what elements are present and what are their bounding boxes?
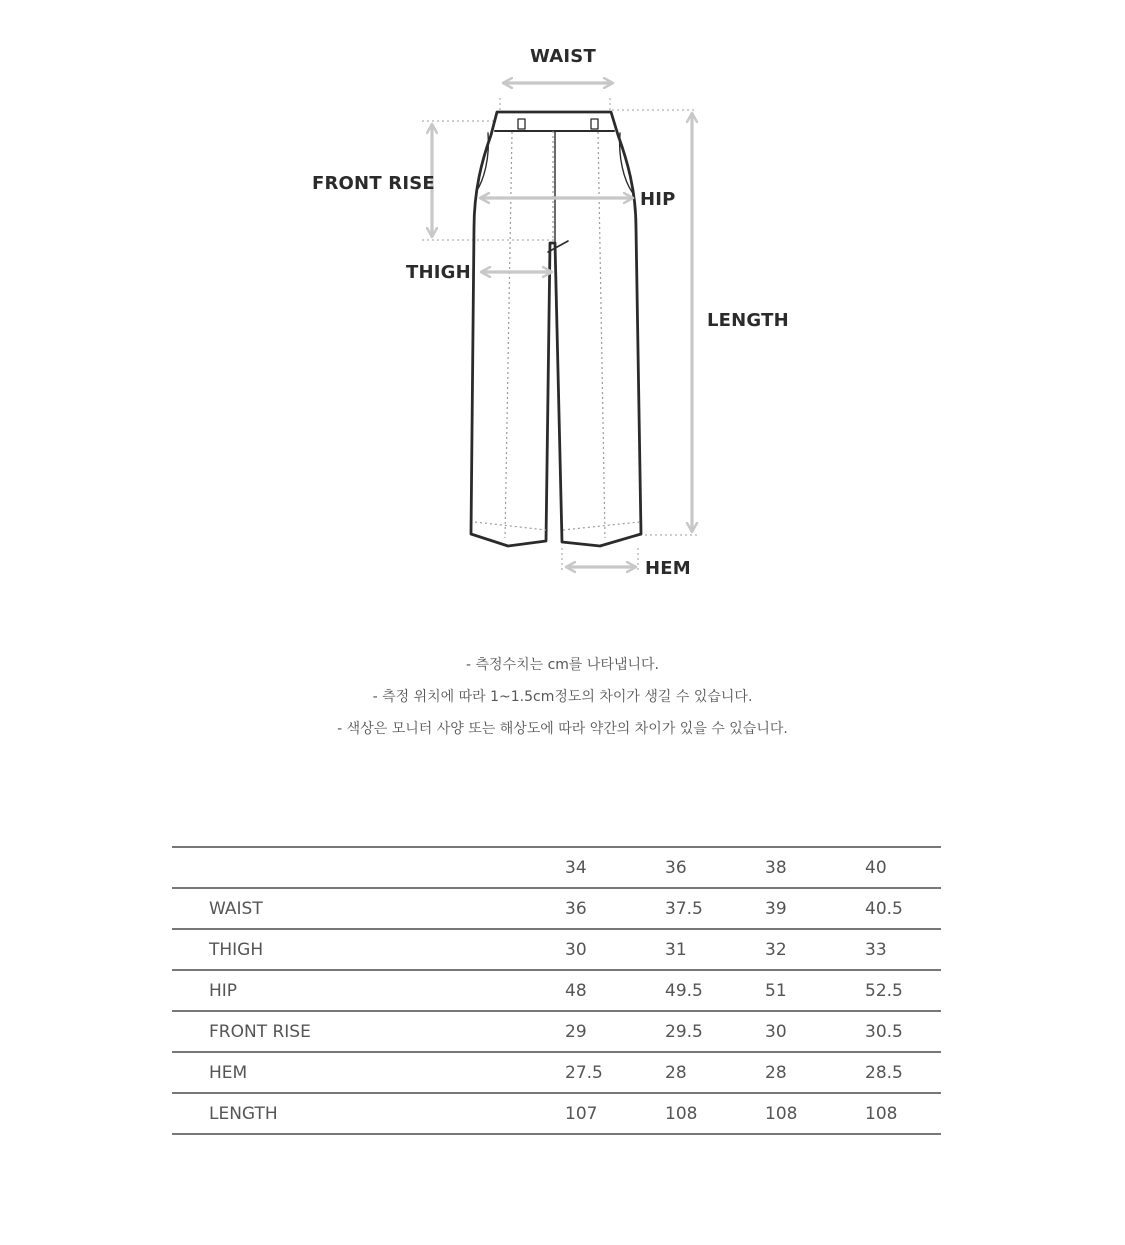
row-label: HIP [172,970,565,1011]
table-row-length [172,1093,941,1134]
table-row-hem [172,1052,941,1093]
table-cell: 29 [565,1011,665,1052]
row-label: LENGTH [172,1093,565,1134]
header-size-40: 40 [865,847,941,888]
row-label: HEM [172,1052,565,1093]
pants-outline [471,112,641,546]
table-cell: 30.5 [865,1011,941,1052]
table-cell: 108 [865,1093,941,1134]
row-label: WAIST [172,888,565,929]
table-header-row [172,847,941,888]
hip-label: HIP [640,189,676,210]
table-cell: 31 [665,929,765,970]
header-size-38: 38 [765,847,865,888]
front-rise-label: FRONT RISE [312,173,435,194]
row-label: FRONT RISE [172,1011,565,1052]
table-cell: 27.5 [565,1052,665,1093]
table-row-front-rise [172,1011,941,1052]
header-size-36: 36 [665,847,765,888]
measurement-diagram [0,0,1125,620]
table-cell: 30 [765,1011,865,1052]
guide-lines [422,98,697,572]
table-cell: 32 [765,929,865,970]
size-chart-table [172,846,941,1135]
table-cell: 51 [765,970,865,1011]
table-row-waist [172,888,941,929]
waist-label: WAIST [530,46,596,67]
row-label: THIGH [172,929,565,970]
hem-label: HEM [645,558,691,579]
note-line: - 색상은 모니터 사양 또는 해상도에 따라 약간의 차이가 있을 수 있습니다. [337,721,788,737]
table-cell: 108 [665,1093,765,1134]
table-cell: 48 [565,970,665,1011]
table-cell: 33 [865,929,941,970]
note-line: - 측정수치는 cm를 나타냅니다. [466,657,659,673]
table-cell: 29.5 [665,1011,765,1052]
table-cell: 37.5 [665,888,765,929]
pants-illustration [0,0,1125,620]
thigh-label: THIGH [406,262,471,283]
table-cell: 108 [765,1093,865,1134]
table-cell: 107 [565,1093,665,1134]
table-cell: 52.5 [865,970,941,1011]
table-row-thigh [172,929,941,970]
table-cell: 40.5 [865,888,941,929]
table-cell: 28 [665,1052,765,1093]
table-cell: 39 [765,888,865,929]
header-cell-blank [172,847,565,888]
table-row-hip [172,970,941,1011]
table-cell: 28 [765,1052,865,1093]
table-cell: 49.5 [665,970,765,1011]
note-line: - 측정 위치에 따라 1~1.5cm정도의 차이가 생길 수 있습니다. [372,689,753,705]
measurement-notes [0,652,1125,748]
length-label: LENGTH [707,310,789,331]
header-size-34: 34 [565,847,665,888]
table-cell: 30 [565,929,665,970]
table-cell: 36 [565,888,665,929]
table-cell: 28.5 [865,1052,941,1093]
